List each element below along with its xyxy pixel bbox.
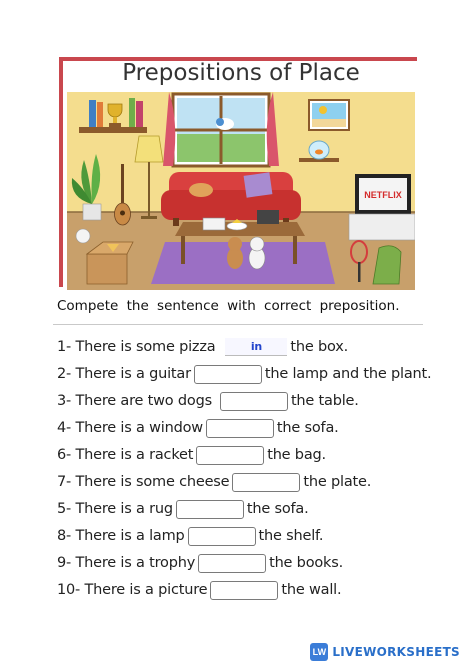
worksheet-title: Prepositions of Place: [122, 60, 360, 86]
exercise-10-prefix: 10- There is a picture: [57, 582, 208, 598]
exercise-3-prefix: 3- There are two dogs: [57, 393, 212, 409]
tv-netflix-label: NETFLIX: [364, 190, 402, 200]
liveworksheets-logo-icon: LW: [310, 643, 328, 661]
footer-branding: [310, 643, 460, 661]
answer-field-10[interactable]: [210, 581, 278, 600]
exercise-row-9: [57, 550, 343, 576]
exercise-9-prefix: 9- There is a trophy: [57, 555, 196, 571]
answer-field-2[interactable]: [194, 365, 262, 384]
exercise-1-suffix: the box.: [290, 339, 349, 355]
answer-field-5[interactable]: [176, 500, 244, 519]
answer-field-8[interactable]: [188, 527, 256, 546]
exercise-9-suffix: the books.: [269, 555, 343, 571]
rug: [151, 242, 335, 284]
exercise-1-prefix: 1- There is some pizza: [57, 339, 216, 355]
answer-field-1[interactable]: in: [225, 338, 287, 356]
window: [163, 92, 279, 166]
exercise-4-prefix: 4- There is a window: [57, 420, 203, 436]
exercise-6-suffix: the bag.: [267, 447, 326, 463]
liveworksheets-brand: LIVEWORKSHEETS: [332, 645, 460, 659]
exercise-4-suffix: the sofa.: [276, 420, 339, 436]
exercise-row-1: [57, 334, 348, 360]
exercise-row-4: [57, 415, 339, 441]
exercise-row-6: [57, 442, 326, 468]
exercise-row-3: [57, 388, 359, 414]
exercise-row-8: [57, 523, 323, 549]
exercise-2-prefix: 2- There is a guitar: [57, 366, 191, 382]
wall-picture: [309, 100, 349, 130]
answer-field-9[interactable]: [198, 554, 266, 573]
exercise-row-10: [57, 577, 341, 603]
answer-field-6[interactable]: [196, 446, 264, 465]
exercise-7-suffix: the plate.: [303, 474, 372, 490]
television: [349, 174, 415, 240]
sofa: [161, 172, 301, 226]
answer-field-7[interactable]: [232, 473, 300, 492]
exercise-row-5: [57, 496, 309, 522]
exercise-6-prefix: 6- There is a racket: [57, 447, 194, 463]
exercise-8-suffix: the shelf.: [258, 528, 324, 544]
exercise-5-suffix: the sofa.: [246, 501, 309, 517]
exercise-row-7: [57, 469, 371, 495]
exercise-row-2: [57, 361, 431, 387]
answer-field-3[interactable]: [220, 392, 288, 411]
shelf: [79, 127, 147, 133]
exercise-8-prefix: 8- There is a lamp: [57, 528, 185, 544]
trophy: [108, 104, 122, 127]
exercise-2-suffix: the lamp and the plant.: [264, 366, 432, 382]
exercise-5-prefix: 5- There is a rug: [57, 501, 173, 517]
exercise-7-prefix: 7- There is some cheese: [57, 474, 230, 490]
answer-field-4[interactable]: [206, 419, 274, 438]
exercise-3-suffix: the table.: [290, 393, 359, 409]
exercise-10-suffix: the wall.: [281, 582, 342, 598]
divider: [53, 324, 423, 325]
living-room-illustration: [67, 92, 415, 290]
instruction-text: Compete the sentence with correct preposition.: [57, 298, 400, 314]
